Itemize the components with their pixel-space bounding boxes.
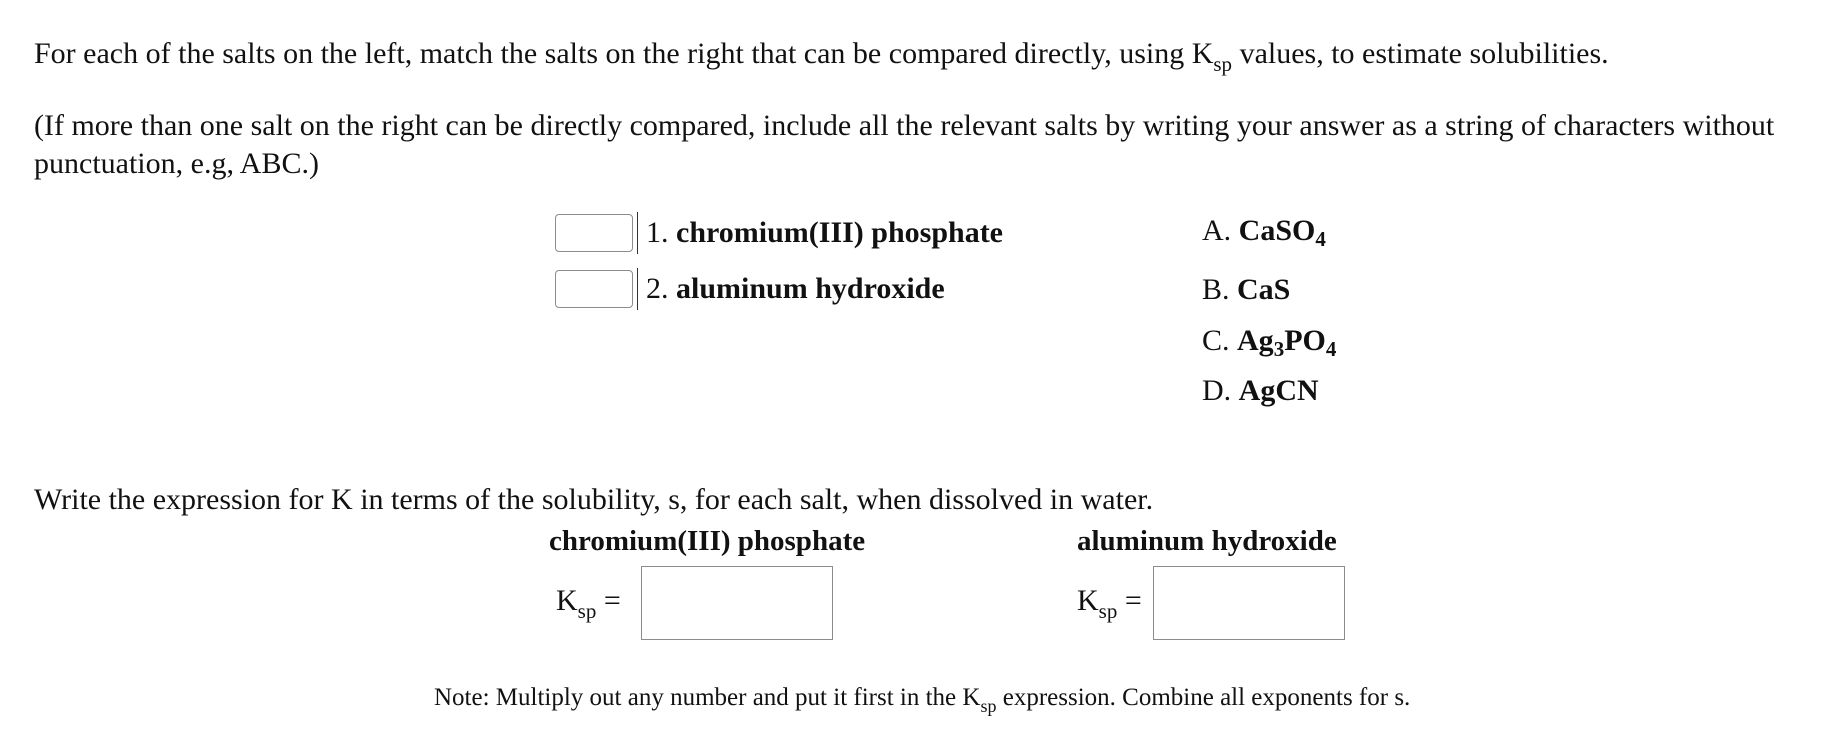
note-text-end: expression. Combine all exponents for s.	[996, 684, 1411, 711]
ksp-k: K	[1077, 584, 1099, 617]
option-c	[1202, 323, 1336, 359]
match-item-number: 2.	[646, 272, 669, 305]
option-a	[1202, 213, 1326, 249]
instruction-line-1	[34, 35, 1609, 76]
option-letter: B.	[1202, 273, 1230, 306]
equals-sign: =	[603, 584, 621, 617]
formula-subscript: 4	[1315, 227, 1326, 251]
column-heading-chromium-phosphate: chromium(III) phosphate	[549, 525, 866, 557]
equals-sign: =	[1124, 584, 1142, 617]
option-letter: D.	[1202, 374, 1232, 407]
ksp-expression-input-2[interactable]	[1153, 566, 1345, 640]
option-formula	[1237, 324, 1337, 361]
match-item-number: 1.	[646, 216, 669, 249]
match-row-1	[555, 212, 1003, 254]
ksp-label-2	[1077, 583, 1142, 623]
match-item-name: chromium(III) phosphate	[676, 216, 1003, 249]
ksp-subscript: sp	[1098, 599, 1118, 623]
match-divider	[637, 268, 638, 310]
expression-prompt: Write the expression for K in terms of the solubility, s, for each salt, when dissolved in water.	[34, 483, 1154, 516]
option-b	[1202, 272, 1290, 308]
instruction-text-end: values, to estimate solubilities.	[1232, 37, 1609, 70]
column-heading-aluminum-hydroxide: aluminum hydroxide	[1077, 525, 1337, 557]
ksp-subscript: sp	[1213, 52, 1233, 76]
match-row-2	[555, 268, 945, 310]
ksp-label-1	[556, 583, 621, 623]
formula-subscript: 4	[1325, 337, 1337, 361]
match-item-1-label	[646, 215, 1003, 251]
match-answer-input-2[interactable]	[555, 270, 633, 308]
formula-text: Ag	[1237, 324, 1274, 357]
note-text-start: Note: Multiply out any number and put it first in the K	[434, 684, 981, 711]
match-item-2-label	[646, 271, 945, 307]
instruction-line-2: (If more than one salt on the right can be directly compared, include all the relevant salts by writing your answer as a string of characters without punctuation, e.g, ABC.)	[34, 109, 1775, 180]
option-letter: A.	[1202, 214, 1232, 247]
option-formula: AgCN	[1238, 374, 1319, 407]
option-formula: CaS	[1237, 273, 1291, 306]
note-text	[434, 682, 1410, 714]
option-d	[1202, 373, 1319, 409]
ksp-subscript: sp	[577, 599, 597, 623]
ksp-subscript: sp	[980, 696, 997, 716]
ksp-k: K	[556, 584, 578, 617]
option-letter: C.	[1202, 324, 1230, 357]
match-divider	[637, 212, 638, 254]
ksp-expression-input-1[interactable]	[641, 566, 833, 640]
match-answer-input-1[interactable]	[555, 214, 633, 252]
instruction-text-start: For each of the salts on the left, match the salts on the right that can be compared directly, using K	[34, 37, 1214, 70]
option-formula	[1238, 214, 1326, 251]
match-item-name: aluminum hydroxide	[676, 272, 945, 305]
formula-text: PO	[1284, 324, 1326, 357]
formula-text: CaSO	[1238, 214, 1316, 247]
formula-subscript: 3	[1273, 337, 1285, 361]
